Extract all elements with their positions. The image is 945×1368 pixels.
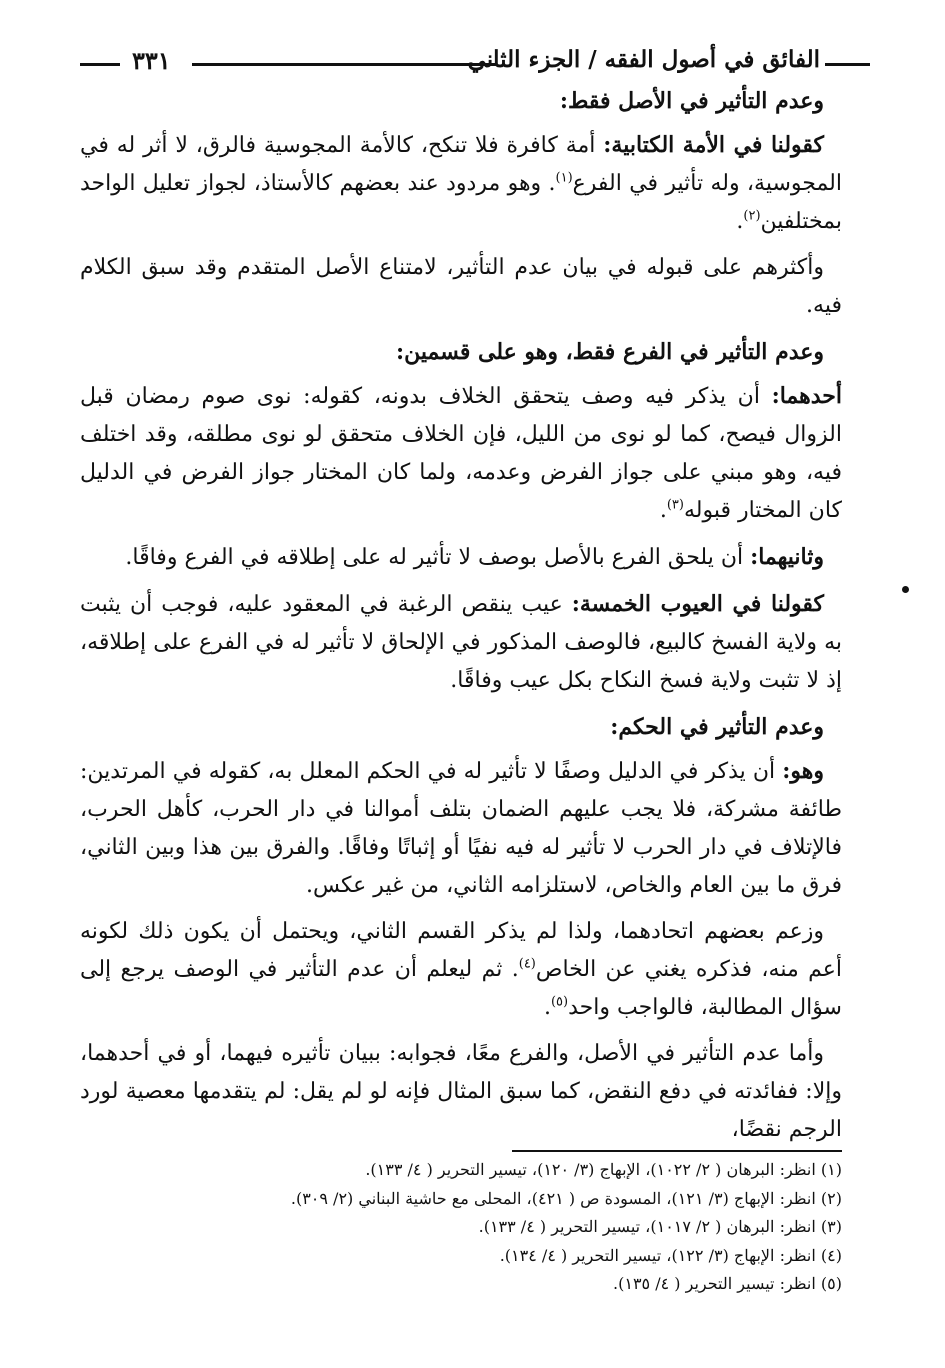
running-title: الفائق في أصول الفقه / الجزء الثاني — [467, 46, 820, 73]
paragraph — [80, 538, 842, 577]
paragraph — [80, 377, 842, 530]
footnote-separator — [512, 1150, 842, 1152]
footnote-ref: (٣) — [666, 497, 684, 513]
footnote: (٢) انظر: الإبهاج (٣/ ١٢١)، المسودة ص ( ٤٢١)، المحلى مع حاشية البناني (٢/ ٣٠٩). — [290, 1188, 842, 1208]
paragraph — [80, 752, 842, 905]
header-rule-left — [80, 63, 120, 66]
header-rule-right — [825, 63, 870, 66]
paragraph-text: أن يذكر في الدليل وصفًا لا تأثير له في الحكم المعلل به، كقوله في المرتدين: طائفة مشركة، فلا يجب عليهم الضمان بتلف أموالنا في دار الحرب، كأهل الحرب، فالإتلاف في دار الحرب لا تأثير له فيه نفيًا أو إثباتًا وفاقًا. والفرق بين هذا وبين الثاني، فرق ما بين العام والخاص، لاستلزامه الثاني، من غير عكس. — [80, 759, 842, 898]
paragraph — [80, 913, 842, 1027]
paragraph-text: . ثم ليعلم أن عدم التأثير في الوصف يرجع إلى سؤال المطالبة، فالواجب واحد — [80, 957, 842, 1020]
footnote: (٤) انظر: الإبهاج (٣/ ١٢٢)، تيسير التحرير ( ٤/ ١٣٤). — [499, 1245, 842, 1265]
footnote-ref: (٥) — [550, 994, 569, 1010]
paragraph-text: وزعم بعضهم اتحادهما، ولذا لم يذكر القسم الثاني، ويحتمل أن يكون ذلك لكونه أعم منه، فذكره يغني عن الخاص — [80, 919, 842, 982]
paragraph — [80, 126, 842, 241]
paragraph-lead: وهو: — [782, 758, 824, 784]
paragraph: وأما عدم التأثير في الأصل، والفرع معًا، فجوابه: ببيان تأثيره فيهما، أو في أحدهما، وإلا: ففائدته في دفع النقض، كما سبق المثال فإنه لو لم يقل: لم يتقدمها معصية لورد الرجم نقضًا، — [80, 1041, 842, 1142]
margin-dot — [902, 586, 909, 593]
paragraph-lead: كقولنا في الأمة الكتابية: — [603, 132, 824, 158]
paragraph-text: أن يذكر فيه وصف يتحقق الخلاف بدونه، كقوله: نوى صوم رمضان قبل الزوال فيصح، كما لو نوى من الليل، فإن الخلاف متحقق لو نوى مطلقه، وقد اختلف فيه، وهو مبني على جواز الفرض وعدمه، ولما كان المختار جواز الفرض في الدليل كان المختار قبوله — [80, 384, 842, 523]
section-heading: وعدم التأثير في الفرع فقط، وهو على قسمين: — [396, 339, 824, 365]
paragraph-lead: وثانيهما: — [750, 544, 824, 570]
paragraph: وأكثرهم على قبوله في بيان عدم التأثير، لامتناع الأصل المتقدم وقد سبق الكلام فيه. — [80, 255, 842, 318]
body-text — [80, 82, 842, 1157]
page-number: ٣٣١ — [132, 46, 171, 75]
footnote-ref: (١) — [555, 170, 573, 186]
paragraph-text: . وهو مردود عند بعضهم كالأستاذ، لجواز تعليل الواحد بمختلفين — [80, 171, 842, 234]
paragraph-text: أمة كافرة فلا تنكح، كالأمة المجوسية فالرق، لا أثر له في المجوسية، وله تأثير في الفرع — [80, 133, 842, 196]
paragraph-lead: كقولنا في العيوب الخمسة: — [571, 591, 825, 617]
footnotes — [80, 1156, 842, 1299]
footnote: (٥) انظر: تيسير التحرير ( ٤/ ١٣٥). — [613, 1274, 842, 1293]
paragraph-text: . — [543, 995, 551, 1020]
footnote: (١) انظر: البرهان ( ٢/ ١٠٢٢)، الإبهاج (٣/ ١٢٠)، تيسير التحرير ( ٤/ ١٣٣). — [365, 1160, 842, 1179]
footnote: (٣) انظر: البرهان ( ٢/ ١٠١٧)، تيسير التحرير ( ٤/ ١٣٣). — [478, 1217, 842, 1236]
footnote-ref: (٢) — [743, 208, 761, 224]
section-heading: وعدم التأثير في الحكم: — [610, 714, 824, 740]
paragraph-text: عيب ينقص الرغبة في المعقود عليه، فوجب أن يثبت به ولاية الفسخ كالبيع، فالوصف المذكور في الإلحاق لا تأثير له في الفرع على إطلاقه، إذ لا تثبت ولاية فسخ النكاح بكل عيب وفاقًا. — [80, 592, 842, 693]
paragraph — [80, 585, 842, 700]
footnote-ref: (٤) — [518, 956, 536, 972]
section-heading: وعدم التأثير في الأصل فقط: — [559, 88, 824, 114]
header-rule-middle — [192, 63, 496, 66]
paragraph-text: . — [659, 498, 667, 523]
paragraph-text: . — [736, 209, 744, 234]
paragraph-text: أن يلحق الفرع بالأصل بوصف لا تأثير له على إطلاقه في الفرع وفاقًا. — [125, 545, 751, 570]
paragraph-lead: أحدهما: — [771, 383, 842, 409]
